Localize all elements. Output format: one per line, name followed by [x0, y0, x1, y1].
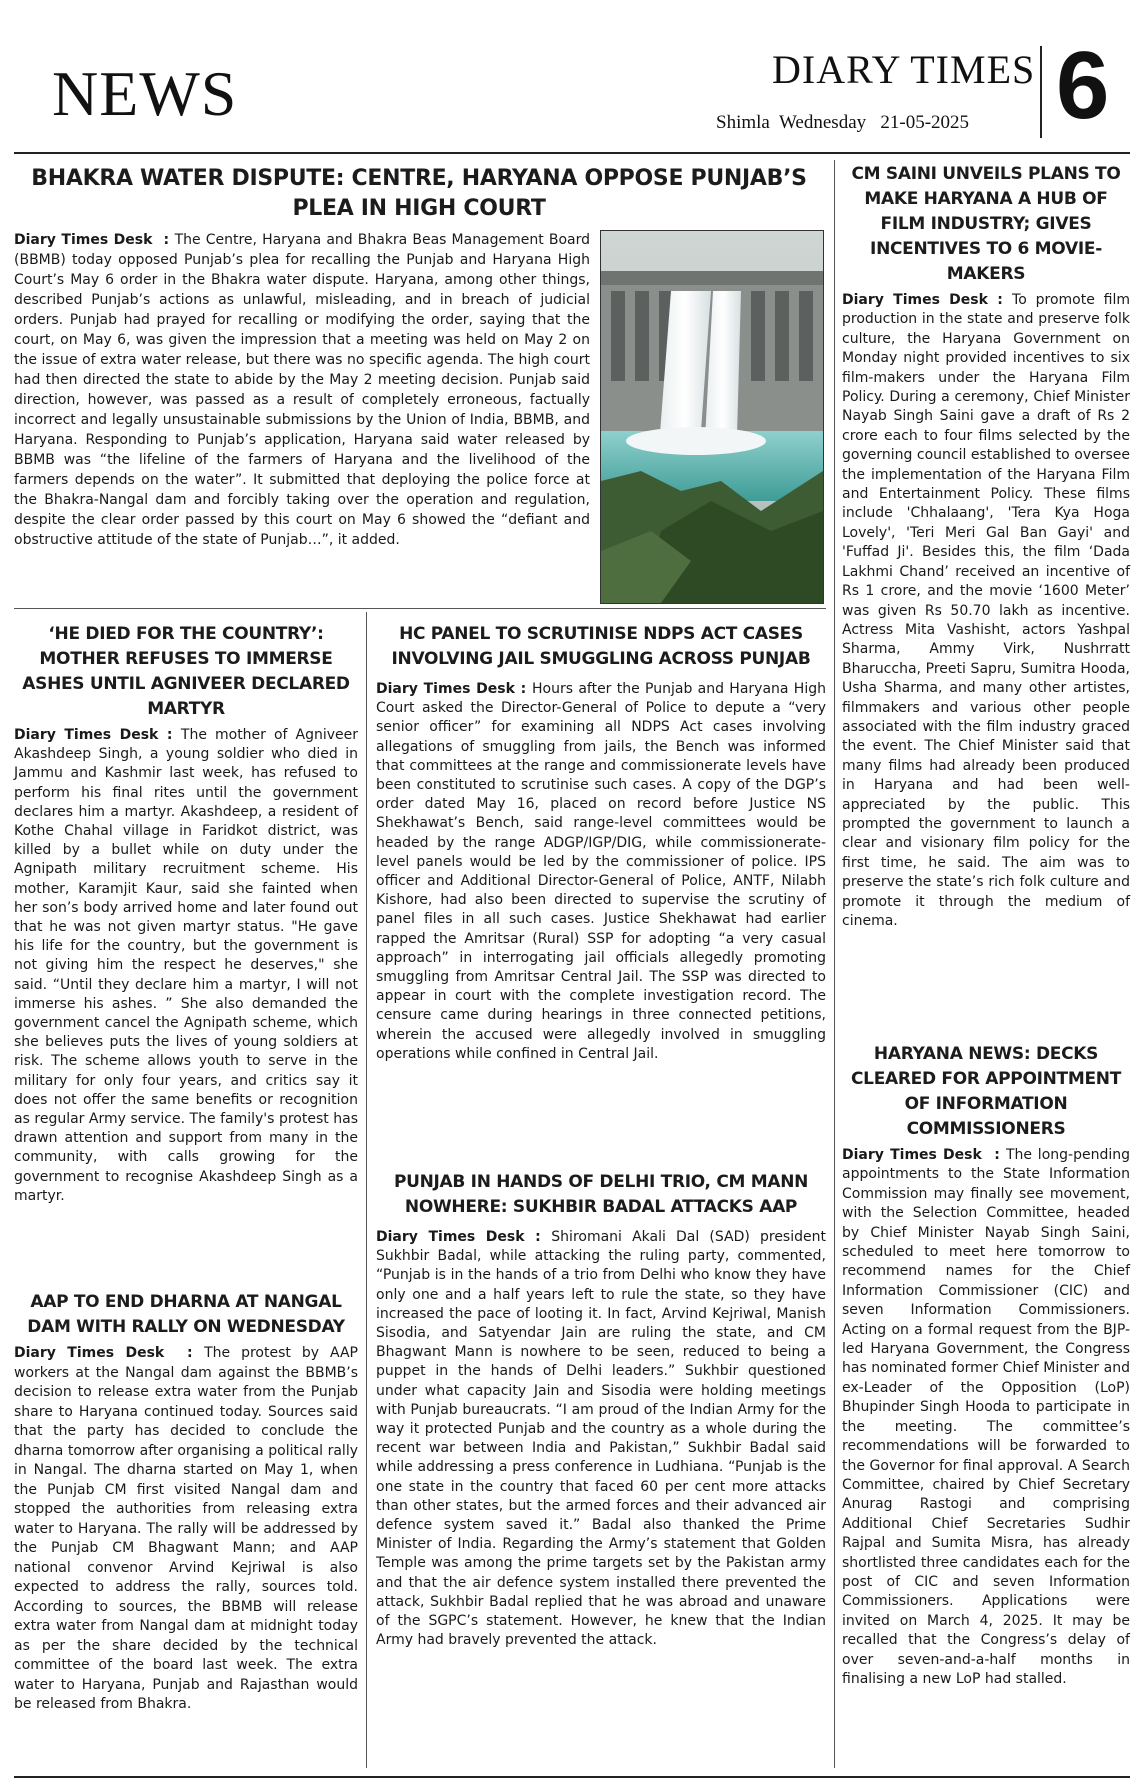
- article-body: Diary Times Desk : Shiromani Akali Dal (SAD) president Sukhbir Badal, while attacking the ruling party, commented, “Punjab is in the hands of a trio from Delhi who know they have only one and a half years left to rule the state, so they have increased the pace of looting it. In fact, Arvind Kejriwal, Manish Sisodia, and Satyendar Jain are ruling the state, and CM Bhagwant Mann is nowhere to be seen, reduced to being a puppet in the hands of Delhi leaders.” Sukhbir questioned under what capacity Jain and Sisodia were holding meetings with Punjab bureaucrats. “I am proud of the Indian Army for the way it protected Punjab and the country as a whole during the recent war between India and Pakistan,” Sukhbir Badal said while addressing a press conference in Ludhiana. “Punjab is the one state in the country that faced 60 per cent more attacks than other states, but the armed forces and their advanced air defence system saved it.” Badal also thanked the Prime Minister of India. Regarding the Army’s statement that Golden Temple was among the prime targets set by the Pakistan army and that the air defence system installed there prevented the attack, Sukhbir Badal replied that he was abroad and unaware of the SGPC’s statement. However, he knew that the Indian Army had bravely prevented the attack.: [376, 1229, 826, 1649]
- article-info: [842, 1042, 1130, 1689]
- byline: Diary Times Desk: [376, 1229, 525, 1245]
- headline: HC PANEL TO SCRUTINISE NDPS ACT CASES INVOLVING JAIL SMUGGLING ACROSS PUNJAB: [391, 624, 811, 669]
- article-body: Diary Times Desk : Hours after the Punjab and Haryana High Court asked the Director-General of Police to depute a “very senior officer” for examining all NDPS Act cases involving allegations of smuggling from jails, the Bench was informed that committees at the range and commissionerate levels have been constituted to scrutinise such cases. A copy of the DGP’s order dated May 16, placed on record before Justice NS Shekhawat’s Bench, said range-level committees would be headed by the range ADGP/IGP/DIG, while commissionerate-level panels would be led by the commissioner of police. IPS officer and Additional Director-General of Police, ANTF, Nilabh Kishore, had also been directed to supervise the scrutiny of panel files in all such cases. Justice Shekhawat had earlier rapped the Amritsar (Rural) SSP for adopting “a very casual approach” in interrogating jail officials allegedly promoting smuggling from Amritsar Central Jail. The SSP was directed to appear in court with the complete investigation record. The censure came during hearings in three connected petitions, wherein the accused were allegedly involved in smuggling operations while confined in Central Jail.: [376, 681, 826, 1062]
- headline: CM SAINI UNVEILS PLANS TO MAKE HARYANA A HUB OF FILM INDUSTRY; GIVES INCENTIVES TO 6 MOVIE-MAKERS: [851, 164, 1121, 284]
- article-body: Diary Times Desk : The long-pending appointments to the State Information Commission may finally see movement, with the Selection Committee, headed by Chief Minister Nayab Singh Saini, scheduled to meet here tomorrow to recommend names for the Chief Information Commissioner (CIC) and seven Information Commissioners. Acting on a formal request from the BJP-led Haryana Government, the Congress has nominated former Chief Minister and ex-Leader of the Opposition (LoP) Bhupinder Singh Hooda to participate in the meeting. The committee’s recommendations will be forwarded to the Governor for final approval. A Search Committee, chaired by Chief Secretary Anurag Rastogi and comprising Additional Chief Secretaries Sudhir Rajpal and Sumita Misra, has already shortlisted three candidates each for the post of CIC and seven Information Commissioners. Applications were invited on March 4, 2025. It may be recalled that the Congress’s delay of over seven-and-a-half months in finalising a new LoP had stalled.: [842, 1147, 1130, 1687]
- article-text: The mother of Agniveer Akashdeep Singh, a young soldier who died in Jammu and Kashmir last week, has refused to perform his final rites until the government declares him a martyr. Akashdeep, a resident of Kothe Chahal village in Faridkot district, was killed by a bullet while on duty under the Agnipath military recruitment scheme. His mother, Karamjit Kaur, said she fainted when her son’s body arrived home and later found out that he was not given martyr status. "He gave his life for the country, but the government is not giving him the respect he deserves," she said. “Until they declare him a martyr, I will not immerse his ashes. ” She also demanded the government cancel the Agnipath scheme, which she believes puts the lives of young soldiers at risk. The scheme allows youth to serve in the military for only four years, and critics say it does not offer the same benefits or recognition as regular Army service. The family's protest has drawn attention and support from many in the community, with calls growing for the government to recognise Akashdeep Singh as a martyr.: [14, 727, 358, 1204]
- dateline-city: Shimla: [716, 112, 770, 133]
- byline: Diary Times Desk: [842, 292, 988, 308]
- byline: Diary Times Desk: [376, 681, 515, 697]
- page-number: 6: [1056, 32, 1110, 139]
- article-bhakra: [14, 164, 824, 608]
- column-divider-right: [834, 160, 835, 1768]
- bottom-rule: [14, 1776, 1130, 1778]
- dateline-day: Wednesday: [779, 112, 867, 133]
- article-badal: [376, 1170, 826, 1650]
- dateline: [716, 112, 969, 134]
- article-body: Diary Times Desk : The mother of Agniveer Akashdeep Singh, a young soldier who died in Jammu and Kashmir last week, has refused to perform his final rites until the government declares him a martyr. Akashdeep, a resident of Kothe Chahal village in Faridkot district, was killed by a bullet while on duty under the Agnipath military recruitment scheme. His mother, Karamjit Kaur, said she fainted when her son’s body arrived home and later found out that he was not given martyr status. "He gave his life for the country, but the government is not giving him the respect he deserves," she said. “Until they declare him a martyr, I will not immerse his ashes. ” She also demanded the government cancel the Agnipath scheme, which she believes puts the lives of young soldiers at risk. The scheme allows youth to serve in the military for only four years, and critics say it does not offer the same benefits or recognition as regular Army service. The family's protest has drawn attention and support from many in the community, with calls growing for the government to recognise Akashdeep Singh as a martyr.: [14, 727, 358, 1204]
- byline: Diary Times Desk: [842, 1147, 982, 1163]
- article-nangal: [14, 1290, 358, 1715]
- article-film: [842, 162, 1130, 931]
- article-ndps: [376, 622, 826, 1064]
- article-text: The long-pending appointments to the State Information Commission may finally see movement, with the Selection Committee, headed by Chief Minister Nayab Singh Saini, scheduled to meet here tomorrow to recommend names for the Chief Information Commissioner (CIC) and seven Information Commissioners. Acting on a formal request from the BJP-led Haryana Government, the Congress has nominated former Chief Minister and ex-Leader of the Opposition (LoP) Bhupinder Singh Hooda to participate in the meeting. The committee’s recommendations will be forwarded to the Governor for final approval. A Search Committee, chaired by Chief Secretary Anurag Rastogi and comprising Additional Chief Secretaries Sudhir Rajpal and Sumita Misra, has already shortlisted three candidates each for the post of CIC and seven Information Commissioners. Applications were invited on March 4, 2025. It may be recalled that the Congress’s delay of over seven-and-a-half months in finalising a new LoP had stalled.: [842, 1147, 1130, 1687]
- article-text: Shiromani Akali Dal (SAD) president Sukhbir Badal, while attacking the ruling party, commented, “Punjab is in the hands of a trio from Delhi who know they have only one and a half years left to rule the state, so they have increased the pace of looting it. In fact, Arvind Kejriwal, Manish Sisodia, and Satyendar Jain are ruling the state, and CM Bhagwant Mann is nowhere to be seen, reduced to being a puppet in the hands of Delhi leaders.” Sukhbir questioned under what capacity Jain and Sisodia were holding meetings with Punjab bureaucrats. “I am proud of the Indian Army for the way it protected Punjab and the country as a whole during the recent war between India and Pakistan,” Sukhbir Badal said while addressing a press conference in Ludhiana. “Punjab is the one state in the country that faced 60 per cent more attacks than other states, but the armed forces and their advanced air defence system saved it.” Badal also thanked the Prime Minister of India. Regarding the Army’s statement that Golden Temple was among the prime targets set by the Pakistan army and that the air defence system installed there prevented the attack, Sukhbir Badal replied that he was abroad and unaware of the SGPC’s statement. However, he knew that the Indian Army had bravely prevented the attack.: [376, 1229, 826, 1649]
- headline: PUNJAB IN HANDS OF DELHI TRIO, CM MANN NOWHERE: SUKHBIR BADAL ATTACKS AAP: [393, 1172, 809, 1217]
- article-text: To promote film production in the state and preserve folk culture, the Haryana Government on Monday night provided incentives to six film-makers under the Haryana Film Policy. During a ceremony, Chief Minister Nayab Singh Saini gave a draft of Rs 2 crore each to four films selected by the governing council established to oversee the implementation of the Haryana Film and Entertainment Policy. These films include 'Chhalaang', 'Tera Kya Hoga Lovely', 'Teri Meri Gal Ban Gayi' and 'Fuffad Ji'. Besides this, the film ‘Dada Lakhmi Chand’ received an incentive of Rs 1 crore, and the movie ‘1600 Meter’ was given Rs 50.70 lakh as incentive. Actress Mita Vashisht, actors Yashpal Sharma, Ammy Virk, Nushrratt Bharuccha, Preeti Sapru, Sumitra Hooda, Usha Sharma, and many other artistes, filmmakers and various other people associated with the film industry graced the event. The Chief Minister said that many films had already been produced in Haryana and had been well-appreciated by the public. This prompted the government to launch a clear and visionary film policy for the first time, he said. The aim was to preserve the state’s rich folk culture and promote it through the medium of cinema.: [842, 292, 1130, 929]
- article-body: Diary Times Desk : To promote film production in the state and preserve folk culture, the Haryana Government on Monday night provided incentives to six film-makers under the Haryana Film Policy. During a ceremony, Chief Minister Nayab Singh Saini gave a draft of Rs 2 crore each to four films selected by the governing council established to oversee the implementation of the Haryana Film and Entertainment Policy. These films include 'Chhalaang', 'Tera Kya Hoga Lovely', 'Teri Meri Gal Ban Gayi' and 'Fuffad Ji'. Besides this, the film ‘Dada Lakhmi Chand’ received an incentive of Rs 1 crore, and the movie ‘1600 Meter’ was given Rs 50.70 lakh as incentive. Actress Mita Vashisht, actors Yashpal Sharma, Ammy Virk, Nushrratt Bharuccha, Preeti Sapru, Sumitra Hooda, Usha Sharma, and many other artistes, filmmakers and various other people associated with the film industry graced the event. The Chief Minister said that many films had already been produced in Haryana and had been well-appreciated by the public. This prompted the government to launch a clear and visionary film policy for the first time, he said. The aim was to preserve the state’s rich folk culture and promote it through the medium of cinema.: [842, 292, 1130, 929]
- newspaper-title: DIARY TIMES: [772, 47, 1036, 92]
- headline: HARYANA NEWS: DECKS CLEARED FOR APPOINTMENT OF INFORMATION COMMISSIONERS: [850, 1044, 1121, 1139]
- dam-photo: [600, 230, 824, 604]
- byline: Diary Times Desk: [14, 727, 159, 743]
- byline: Diary Times Desk: [14, 232, 153, 248]
- lead-story-divider: [14, 608, 826, 609]
- headline: AAP TO END DHARNA AT NANGAL DAM WITH RALLY ON WEDNESDAY: [27, 1292, 345, 1337]
- masthead-divider: [1040, 46, 1042, 138]
- article-agniveer: [14, 622, 358, 1206]
- article-text: The protest by AAP workers at the Nangal dam against the BBMB’s decision to release extra water from the Punjab share to Haryana continued today. Sources said that the party has decided to conclude the dharna tomorrow after organising a political rally in Nangal. The dharna started on May 1, when the Punjab CM first visited Nangal dam and stopped the authorities from releasing extra water to Haryana. The rally will be addressed by the Punjab CM Bhagwant Mann; and AAP national convenor Arvind Kejriwal is also expected to address the rally, sources told. According to sources, the BBMB will release extra water from Nangal dam at midnight today as per the share decided by the technical committee of the board last week. The extra water to Haryana, Punjab and Rajasthan would be released from Bhakra.: [14, 1345, 358, 1712]
- article-body: Diary Times Desk : The Centre, Haryana and Bhakra Beas Management Board (BBMB) today opposed Punjab’s plea for recalling the Punjab and Haryana High Court’s May 6 order in the Bhakra water dispute. Haryana, among other things, described Punjab’s actions as unlawful, misleading, and in breach of judicial orders. Punjab had prayed for recalling or modifying the order, saying that the court, on May 6, was given the impression that a meeting was held on May 2 on the issue of extra water release, but there was no specific agenda. The high court had then directed the state to abide by the May 2 meeting decision. Punjab said direction, however, was passed as a result of completely erroneous, factually incorrect and legally unsustainable submissions by the Union of India, BBMB, and Haryana. Responding to Punjab’s application, Haryana said water released by BBMB was “the lifeline of the farmers of Haryana and the livelihood of the farmers depends on the water”. It submitted that deploying the police force at the Bhakra-Nangal dam and forcibly taking over the operation and regulation, despite the clear order passed by this court on May 6 showed the “defiant and obstructive attitude of the state of Punjab…”, it added.: [14, 232, 590, 548]
- article-text: Hours after the Punjab and Haryana High Court asked the Director-General of Police to depute a “very senior officer” for examining all NDPS Act cases involving allegations of smuggling from jails, the Bench was informed that committees at the range and commissionerate levels have been constituted to scrutinise such cases. A copy of the DGP’s order dated May 16, placed on record before Justice NS Shekhawat’s Bench, said range-level committees would be headed by the range ADGP/IGP/DIG, while commissionerate-level panels would be led by the commissioner of police. IPS officer and Additional Director-General of Police, ANTF, Nilabh Kishore, had also been directed to supervise the scrutiny of panel files in all such cases. Justice Shekhawat had earlier rapped the Amritsar (Rural) SSP for adopting “a very casual approach” in interrogating jail officials allegedly promoting smuggling from Amritsar Central Jail. The SSP was directed to appear in court with the complete investigation record. The censure came during hearings in three connected petitions, wherein the accused were allegedly involved in smuggling operations while confined in Central Jail.: [376, 681, 826, 1062]
- top-rule: [14, 152, 1130, 154]
- dateline-date: 21-05-2025: [880, 112, 970, 133]
- headline: ‘HE DIED FOR THE COUNTRY’: MOTHER REFUSES TO IMMERSE ASHES UNTIL AGNIVEER DECLARED MARTYR: [22, 624, 350, 719]
- headline: BHAKRA WATER DISPUTE: CENTRE, HARYANA OPPOSE PUNJAB’S PLEA IN HIGH COURT: [31, 166, 807, 221]
- byline: Diary Times Desk: [14, 1345, 165, 1361]
- article-body: Diary Times Desk : The protest by AAP workers at the Nangal dam against the BBMB’s decision to release extra water from the Punjab share to Haryana continued today. Sources said that the party has decided to conclude the dharna tomorrow after organising a political rally in Nangal. The dharna started on May 1, when the Punjab CM first visited Nangal dam and stopped the authorities from releasing extra water to Haryana. The rally will be addressed by the Punjab CM Bhagwant Mann; and AAP national convenor Arvind Kejriwal is also expected to address the rally, sources told. According to sources, the BBMB will release extra water from Nangal dam at midnight today as per the share decided by the technical committee of the board last week. The extra water to Haryana, Punjab and Rajasthan would be released from Bhakra.: [14, 1345, 358, 1712]
- column-divider-left: [366, 612, 367, 1768]
- dam-spillway-image: [601, 231, 823, 603]
- article-text: The Centre, Haryana and Bhakra Beas Management Board (BBMB) today opposed Punjab’s plea for recalling the Punjab and Haryana High Court’s May 6 order in the Bhakra water dispute. Haryana, among other things, described Punjab’s actions as unlawful, misleading, and in breach of judicial orders. Punjab had prayed for recalling or modifying the order, saying that the court, on May 6, was given the impression that a meeting was held on May 2 on the issue of extra water release, but there was no specific agenda. The high court had then directed the state to abide by the May 2 meeting decision. Punjab said direction, however, was passed as a result of completely erroneous, factually incorrect and legally unsustainable submissions by the Union of India, BBMB, and Haryana. Responding to Punjab’s application, Haryana said water released by BBMB was “the lifeline of the farmers of Haryana and the livelihood of the farmers depends on the water”. It submitted that deploying the police force at the Bhakra-Nangal dam and forcibly taking over the operation and regulation, despite the clear order passed by this court on May 6 showed the “defiant and obstructive attitude of the state of Punjab…”, it added.: [14, 232, 590, 548]
- section-title: NEWS: [52, 58, 238, 129]
